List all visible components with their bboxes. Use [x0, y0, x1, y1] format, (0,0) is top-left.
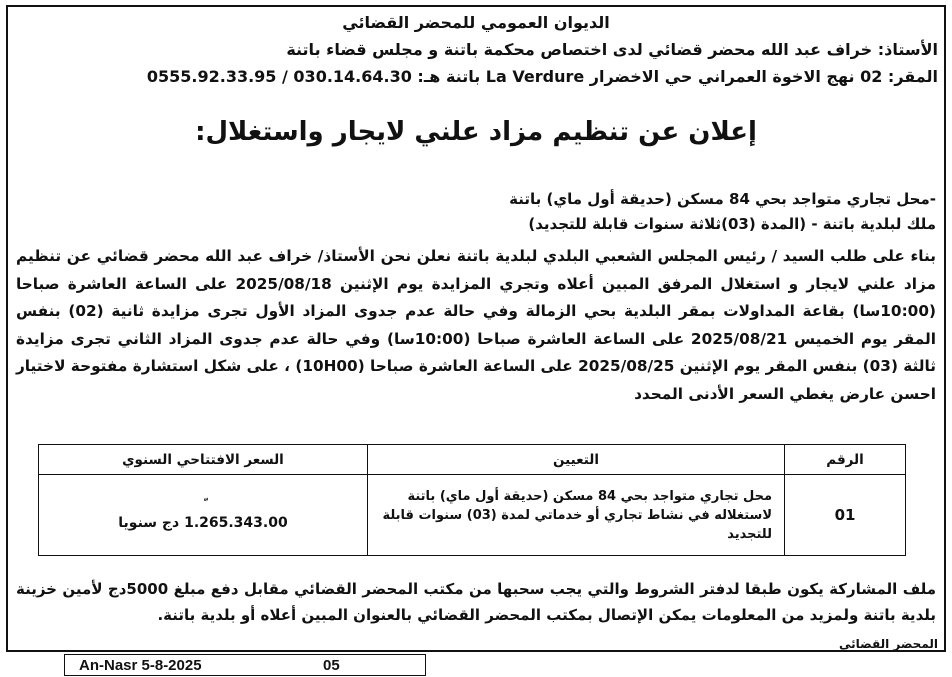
publication-date: An-Nasr 5-8-2025: [79, 656, 202, 674]
notice-frame: [6, 5, 946, 652]
bailiff-line: الأستاذ: خراف عبد الله محضر قضائي لدى اختصاص محكمة باتنة و مجلس قضاء باتنة: [286, 40, 938, 59]
notice-body: بناء على طلب السيد / رئيس المجلس الشعبي البلدي لبلدية باتنة نعلن نحن الأستاذ/ خراف عبد الله محضر قضائي عن تنظيم مزاد علني لايجار و استغلال المرفق المبين أعلاه وتجري المزايدة يوم الإثنين 2025/08/18 على الساعة العاشرة صباحا (10:00سا) بقاعة المداولات بمقر البلدية بحي الزمالة وفي حالة عدم جدوى المزاد الأول تجرى مزايدة ثانية (02) بنفس المقر يوم الخميس 2025/08/21 على الساعة العاشرة صباحا (10:00سا) وفي حالة عدم جدوى المزاد الثاني تجرى مزايدة ثالثة (03) بنفس المقر يوم الإثنين 2025/08/25 على الساعة العاشرة صباحا (10H00) ، على شكل استشارة مفتوحة لاختيار احسن عارض يغطي السعر الأدنى المحدد: [16, 247, 937, 403]
closing-paragraph: ملف المشاركة يكون طبقا لدفتر الشروط والتي يجب سحبها من مكتب المحضر القضائي مقابل دفع مبلغ 5000دج لأمين خزينة بلدية باتنة ولمزيد من المعلومات يمكن الإتصال بمكتب المحضر القضائي بالعنوان المبين أعلاه أو بلدية باتنة.: [16, 580, 936, 624]
notice-title: إعلان عن تنظيم مزاد علني لايجار واستغلال:: [195, 117, 757, 147]
signature: المحضر القضائي: [838, 637, 938, 651]
lots-table: [38, 444, 906, 556]
header-designation: التعيين: [368, 445, 785, 475]
address-line: المقر: 02 نهج الاخوة العمراني حي الاخضرار La Verdure باتنة هـ: 030.14.64.30 / 0555.92.33.95: [146, 67, 938, 86]
table-row: [39, 475, 906, 556]
page-number: 05: [323, 656, 340, 674]
table-header-row: [39, 445, 906, 475]
cell-price: [39, 475, 368, 556]
item-line-2: ملك لبلدية باتنة - (المدة (03)ثلاثة سنوات قابلة للتجديد): [528, 215, 936, 233]
cell-designation: محل تجاري متواجد بحي 84 مسكن (حديقة أول ماي) باتنة لاستغلاله في نشاط تجاري أو خدماتي لمدة (03) سنوات قابلة للتجديد: [368, 475, 785, 556]
header-price: السعر الافتتاحي السنوي: [39, 445, 368, 475]
publication-footer: [64, 654, 426, 676]
price-value: 1.265.343.00 دج سنويا: [118, 515, 288, 531]
header-number: الرقم: [785, 445, 906, 475]
item-line-1: -محل تجاري متواجد بحي 84 مسكن (حديقة أول ماي) باتنة: [509, 190, 936, 208]
cell-number: 01: [785, 475, 906, 556]
office-title: الديوان العمومي للمحضر القضائي: [342, 13, 610, 32]
